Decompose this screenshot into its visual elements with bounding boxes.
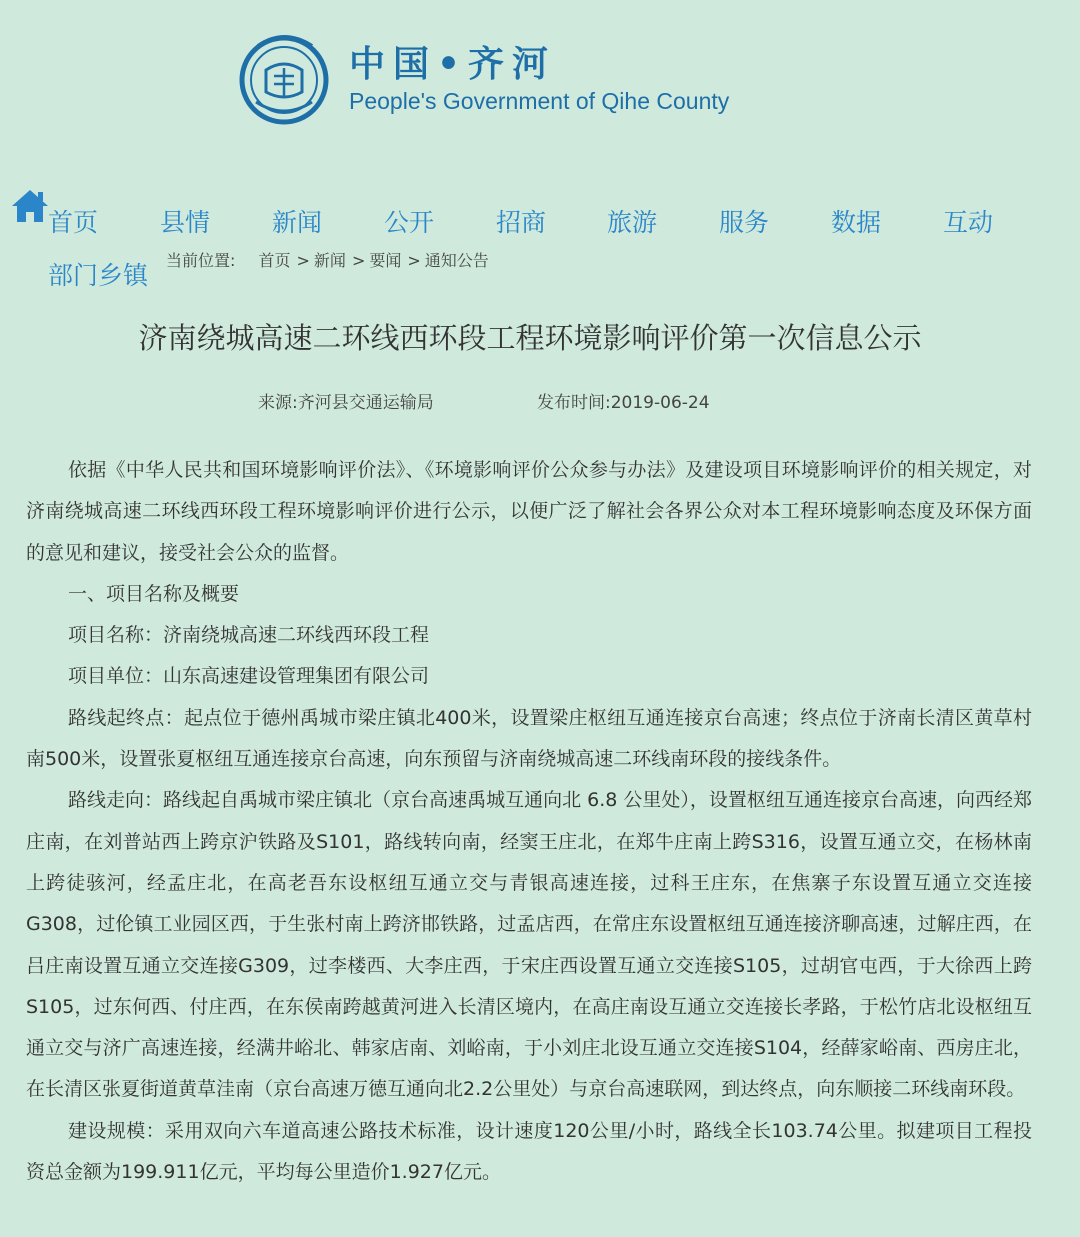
article-title: 济南绕城高速二环线西环段工程环境影响评价第一次信息公示 bbox=[138, 321, 922, 355]
breadcrumb-notices[interactable]: 通知公告 bbox=[424, 251, 489, 270]
breadcrumb-home[interactable]: 首页 bbox=[258, 251, 291, 270]
nav-county-info[interactable]: 县情 bbox=[160, 208, 211, 237]
article-paragraph: 项目名称：济南绕城高速二环线西环段工程 bbox=[68, 624, 430, 647]
article-paragraph: 依据《中华人民共和国环境影响评价法》、《环境影响评价公众参与办法》及建设项目环境影响评价的相关规定，对济南绕城高速二环线西环段工程环境影响评价进行公示，以便广泛了解社会各界公众对本工程环境影响态度及环保方面的意见和建议，接受社会公众的监督。 bbox=[26, 459, 1032, 564]
nav-services[interactable]: 服务 bbox=[719, 208, 770, 237]
nav-data[interactable]: 数据 bbox=[831, 208, 882, 237]
breadcrumb bbox=[166, 248, 493, 271]
nav-investment[interactable]: 招商 bbox=[496, 208, 547, 237]
site-logo-chinese[interactable]: 中国•齐河 bbox=[349, 43, 557, 85]
nav-home[interactable]: 首页 bbox=[48, 208, 99, 237]
nav-departments-towns[interactable]: 部门乡镇 bbox=[48, 261, 149, 290]
nav-tourism[interactable]: 旅游 bbox=[607, 208, 658, 237]
article-paragraph: 一、项目名称及概要 bbox=[68, 582, 240, 605]
article-paragraph: 路线起终点：起点位于德州禹城市梁庄镇北400米，设置梁庄枢纽互通连接京台高速；终点位于济南长清区黄草村南500米，设置张夏枢纽互通连接京台高速，向东预留与济南绕城高速二环线南环段的接线条件。 bbox=[26, 706, 1032, 771]
site-logo-english[interactable]: People's Government of Qihe County bbox=[349, 88, 730, 114]
breadcrumb-headlines[interactable]: 要闻 bbox=[369, 251, 402, 270]
breadcrumb-separator: > bbox=[407, 251, 421, 270]
article-paragraph: 项目单位：山东高速建设管理集团有限公司 bbox=[68, 665, 430, 688]
breadcrumb-label: 当前位置: bbox=[166, 251, 236, 270]
nav-public[interactable]: 公开 bbox=[384, 208, 435, 237]
article-paragraph: 路线走向：路线起自禹城市梁庄镇北（京台高速禹城互通向北 6.8 公里处），设置枢纽互通连接京台高速，向西经郑庄南，在刘普站西上跨京沪铁路及S101，路线转向南，经窦王庄北，在郑牛庄南上跨S316，设置互通立交，在杨林南上跨徒骇河，经孟庄北，在高老吾东设枢纽互通立交与青银高速连接，过科王庄东，在焦寨子东设置互通立交连接G308，过伦镇工业园区西，于生张村南上跨济邯铁路，过孟店西，在常庄东设置枢纽互通连接济聊高速，过解庄西，在吕庄南设置互通立交连接G309，过李楼西、大李庄西，于宋庄西设置互通立交连接S105，过胡官屯西，于大徐西上跨S105，过东何西、付庄西，在东侯南跨越黄河进入长清区境内，在高庄南设互通立交连接长孝路，于松竹店北设枢纽互通立交与济广高速连接，经满井峪北、韩家店南、刘峪南，于小刘庄北设互通立交连接S104，经薛家峪南、西房庄北，在长清区张夏街道黄草洼南（京台高速万德互通向北2.2公里处）与京台高速联网，到达终点，向东顺接二环线南环段。 bbox=[26, 789, 1032, 1101]
article-paragraph: 建设规模：采用双向六车道高速公路技术标准，设计速度120公里/小时，路线全长103.74公里。拟建项目工程投资总金额为199.911亿元，平均每公里造价1.927亿元。 bbox=[26, 1119, 1032, 1184]
breadcrumb-news[interactable]: 新闻 bbox=[313, 251, 346, 270]
article-body bbox=[26, 450, 1032, 1193]
nav-interaction[interactable]: 互动 bbox=[943, 208, 994, 237]
county-emblem-icon bbox=[236, 30, 332, 126]
nav-news[interactable]: 新闻 bbox=[272, 208, 323, 237]
home-icon[interactable] bbox=[10, 186, 50, 226]
article-date: 发布时间:2019-06-24 bbox=[537, 393, 710, 413]
article-source: 来源:齐河县交通运输局 bbox=[258, 393, 434, 413]
breadcrumb-separator: > bbox=[351, 251, 366, 270]
breadcrumb-separator: > bbox=[296, 251, 310, 270]
